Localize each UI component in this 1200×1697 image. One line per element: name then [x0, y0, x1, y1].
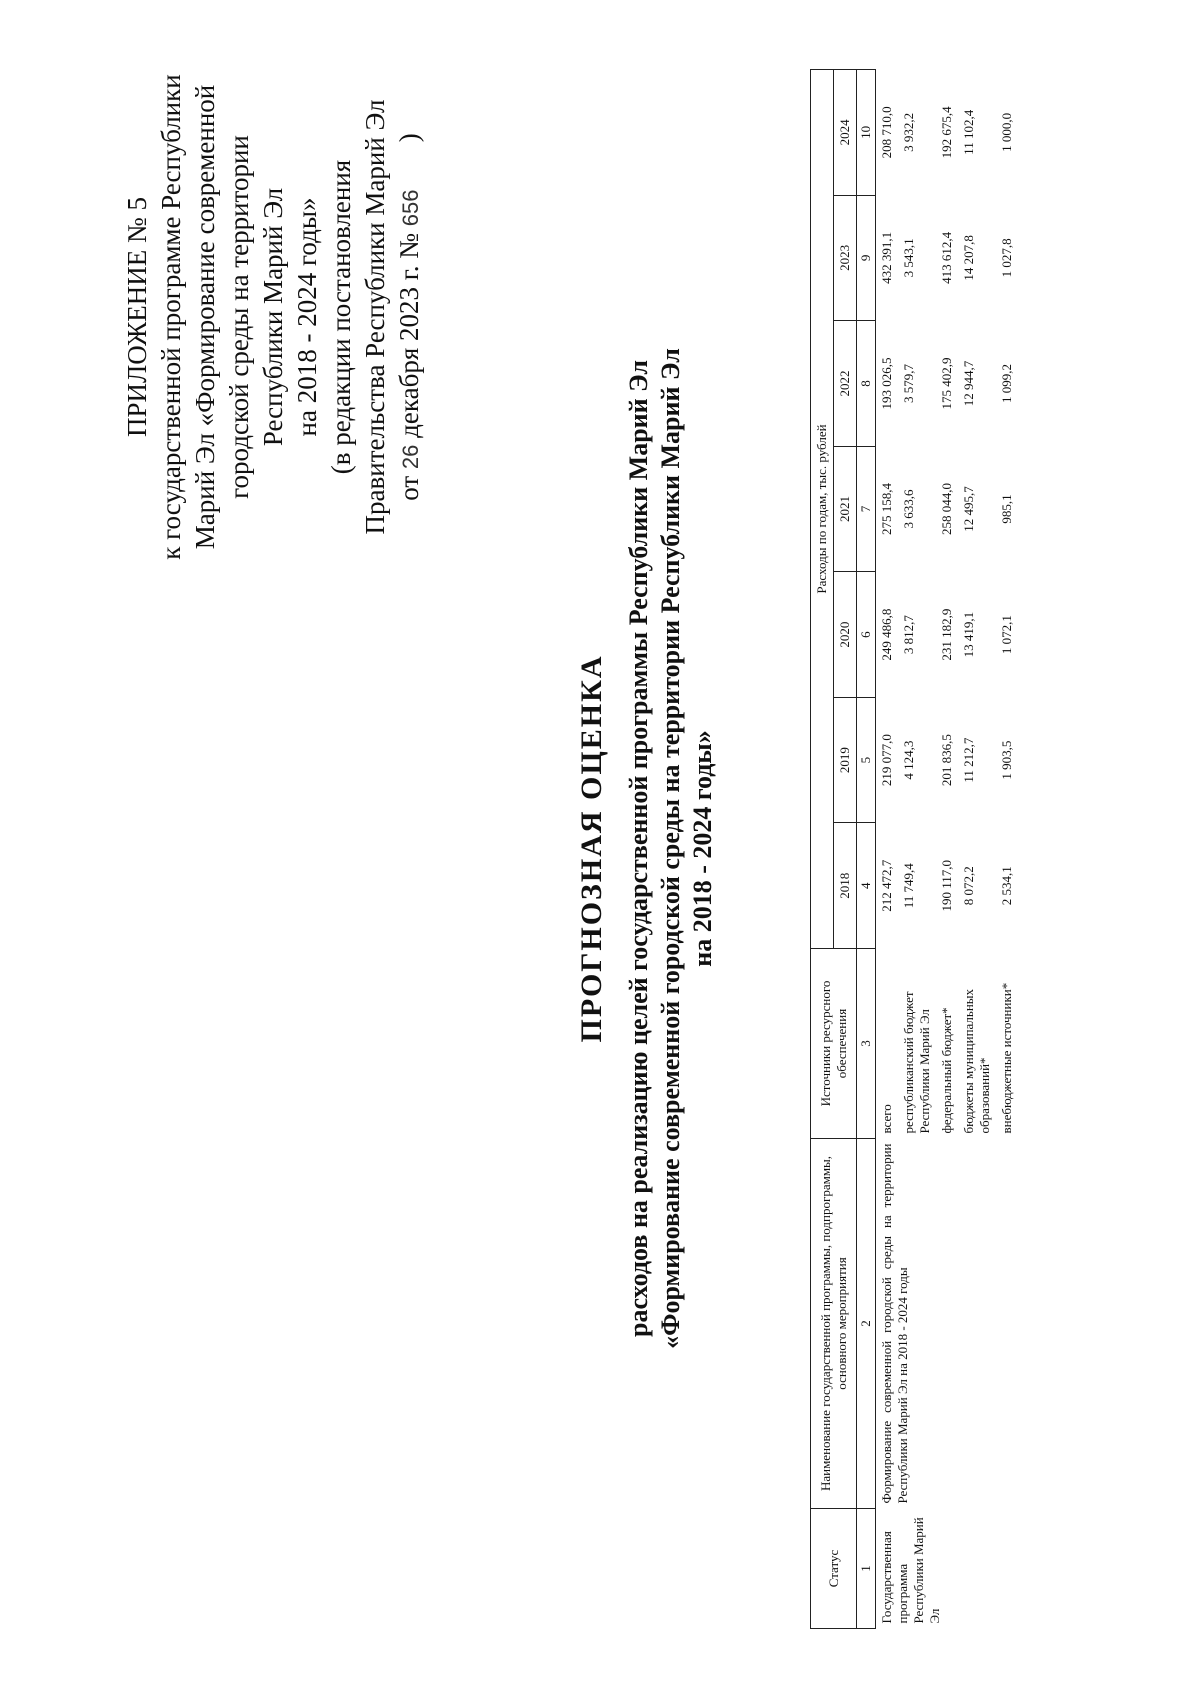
source-cell: всего: [879, 1104, 894, 1134]
appendix-line: к государственной программе Республики: [156, 74, 186, 560]
value-cell: 1 027,8: [999, 238, 1014, 278]
value-cell: 258 044,0: [939, 483, 954, 536]
column-number: 1: [857, 1509, 876, 1629]
value-cell: 11 212,7: [961, 737, 976, 783]
appendix-line: ПРИЛОЖЕНИЕ № 5: [122, 196, 152, 438]
appendix-block: [120, 27, 428, 607]
source-cell: федеральный бюджет*: [939, 1007, 954, 1134]
value-cell: 3 932,2: [901, 112, 916, 152]
value-cell: 432 391,1: [879, 231, 894, 284]
date-prefix: от: [394, 475, 424, 501]
value-cell: 1 903,5: [999, 740, 1014, 780]
date-day: 26: [398, 444, 423, 470]
column-number: 7: [857, 446, 876, 572]
value-cell: 12 944,7: [961, 360, 976, 407]
value-cell: 249 486,8: [879, 608, 894, 661]
value-cell: 1 099,2: [999, 363, 1014, 403]
header-name: Наименование государственной программы, подпрограммы, основного мероприятия: [811, 1139, 857, 1509]
column-number: 10: [857, 70, 876, 196]
value-cell: 193 026,5: [879, 357, 894, 410]
header-sources: Источники ресурсного обеспечения: [811, 949, 857, 1139]
value-cell: 201 836,5: [939, 734, 954, 787]
appendix-line: Марий Эл «Формирование современной: [190, 84, 220, 550]
column-number: 3: [857, 949, 876, 1139]
appendix-line: Правительства Республики Марий Эл: [360, 99, 390, 535]
value-cell: 212 472,7: [879, 859, 894, 912]
header-year: 2021: [834, 446, 857, 572]
header-year: 2019: [834, 697, 857, 823]
appendix-line: Республики Марий Эл: [258, 187, 288, 447]
value-cell: 3 579,7: [901, 363, 916, 403]
appendix-date-line: [392, 27, 428, 607]
appendix-line: на 2018 - 2024 годы»: [292, 197, 322, 437]
program-status: Государственная программа Республики Марий Эл: [879, 1517, 942, 1624]
value-cell: 192 675,4: [939, 106, 954, 159]
value-cell: 208 710,0: [879, 106, 894, 159]
header-year: 2024: [834, 70, 857, 196]
subtitle-line: на 2018 - 2024 годы»: [688, 730, 717, 967]
value-cell: 8 072,2: [961, 866, 976, 906]
value-cell: 175 402,9: [939, 357, 954, 410]
expenses-table: [810, 69, 1018, 1629]
header-year: 2023: [834, 195, 857, 321]
value-cell: 1 072,1: [999, 615, 1014, 655]
decree-number: 656: [398, 189, 423, 227]
value-cell: 413 612,4: [939, 231, 954, 284]
value-cell: 4 124,3: [901, 740, 916, 780]
title-block: [575, 0, 719, 1697]
value-cell: 12 495,7: [961, 486, 976, 532]
value-cell: 231 182,9: [939, 608, 954, 661]
appendix-line: (в редакции постановления: [326, 159, 356, 475]
column-number: 2: [857, 1139, 876, 1509]
column-number: 9: [857, 195, 876, 321]
value-cell: 11 749,4: [901, 863, 916, 909]
header-year: 2018: [834, 823, 857, 949]
header-year: 2020: [834, 572, 857, 698]
value-cell: 3 633,6: [901, 489, 916, 529]
column-number: 5: [857, 697, 876, 823]
source-cell: внебюджетные источники*: [999, 982, 1014, 1134]
value-cell: 985,1: [999, 494, 1014, 524]
value-cell: 1 000,0: [999, 112, 1014, 152]
source-cell: бюджеты муниципальных образований*: [961, 988, 992, 1134]
header-status: Статус: [811, 1509, 857, 1629]
value-cell: 3 812,7: [901, 615, 916, 655]
document-subtitle: [623, 0, 719, 1697]
appendix-line: городской среды на территории: [224, 135, 254, 499]
column-number: 4: [857, 823, 876, 949]
value-cell: 219 077,0: [879, 734, 894, 787]
value-cell: 3 543,1: [901, 238, 916, 278]
value-cell: 11 102,4: [961, 109, 976, 155]
value-cell: 190 117,0: [939, 859, 954, 912]
table-row: [876, 70, 899, 1629]
column-number: 6: [857, 572, 876, 698]
value-cell: 13 419,1: [961, 611, 976, 658]
column-number: 8: [857, 321, 876, 447]
value-cell: 2 534,1: [999, 866, 1014, 906]
value-cell: 14 207,8: [961, 235, 976, 281]
program-name: Формирование современной городской среды на территории Республики Марий Эл на 2018 - 2024 годы: [879, 1143, 910, 1504]
header-year: 2022: [834, 321, 857, 447]
value-cell: 275 158,4: [879, 483, 894, 536]
subtitle-line: «Формирование современной городской среды на территории Республики Марий Эл: [656, 348, 685, 1349]
header-expenses: Расходы по годам, тыс. рублей: [811, 70, 834, 949]
document-title: ПРОГНОЗНАЯ ОЦЕНКА: [575, 654, 608, 1043]
subtitle-line: расходов на реализацию целей государственной программы Республики Марий Эл: [624, 359, 653, 1338]
source-cell: республиканский бюджет Республики Марий Эл: [901, 991, 932, 1134]
closing-paren: ): [394, 133, 424, 143]
date-rest: декабря 2023 г. №: [394, 232, 424, 438]
